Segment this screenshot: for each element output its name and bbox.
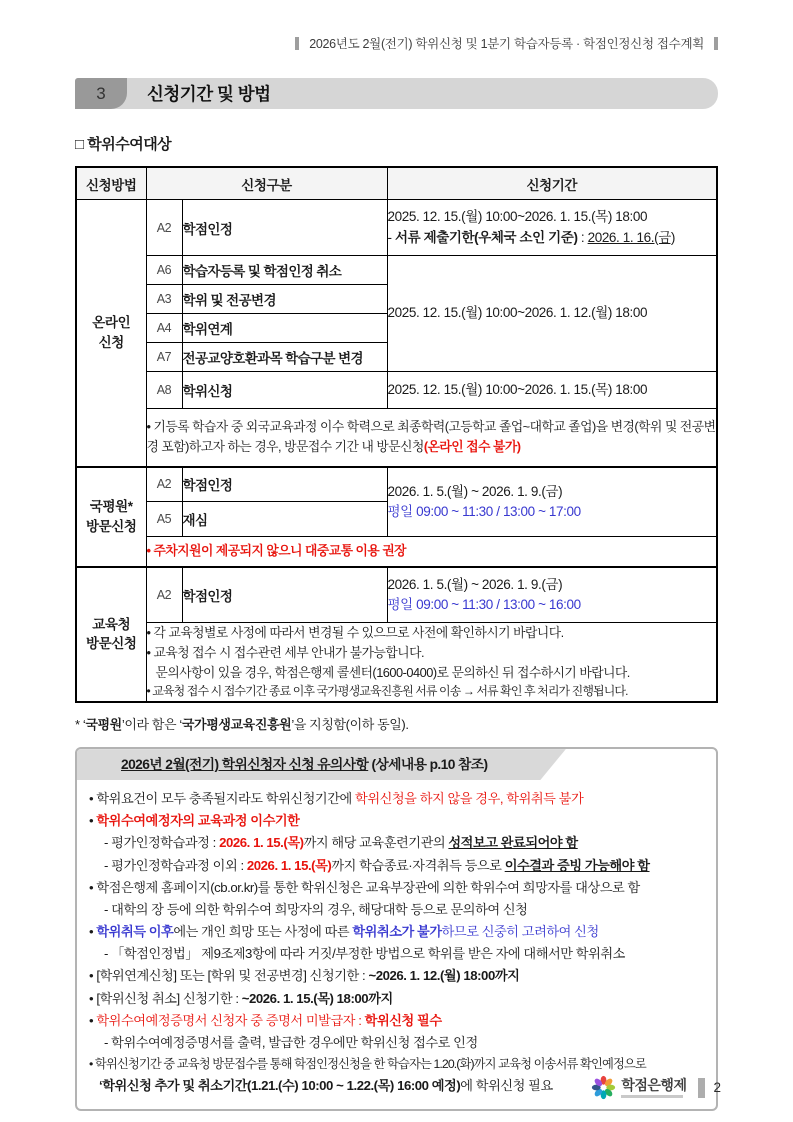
notice-line: • 학위신청기간 중 교육청 방문접수를 통해 학점인정신청을 한 학습자는 1.20.(화)까지 교육청 이송서류 확인예정으로 — [89, 1057, 646, 1072]
running-head-title: 2026년도 2월(전기) 학위신청 및 1분기 학습자등록 · 학점인정신청 접수계획 — [309, 37, 704, 51]
table-note-row — [76, 409, 717, 467]
notice-line: - 대학의 장 등에 의한 학위수여 희망자의 경우, 해당대학 등으로 문의하여 신청 — [104, 901, 528, 917]
name-cell: 재심 — [182, 502, 387, 537]
notice-line: • 학위수여예정자의 교육과정 이수기한 — [89, 813, 300, 829]
name-cell: 학점인정 — [182, 200, 387, 256]
table-row — [76, 567, 717, 623]
table-row — [76, 256, 717, 285]
application-period-table — [75, 166, 718, 703]
method-cell-nile: 국평원* 방문신청 — [76, 467, 146, 567]
notice-line: - 학위수여예정증명서를 출력, 발급한 경우에만 학위신청 접수로 인정 — [104, 1034, 478, 1050]
running-head — [75, 34, 718, 52]
code-cell: A5 — [146, 502, 182, 537]
notice-body — [77, 780, 716, 1099]
page-number-bar-icon — [698, 1078, 705, 1098]
code-cell: A2 — [146, 467, 182, 502]
name-cell: 학위신청 — [182, 372, 387, 409]
table-note-row — [76, 623, 717, 703]
code-cell: A2 — [146, 567, 182, 623]
credit-bank-logo — [591, 1075, 686, 1100]
notice-title-bar — [77, 749, 716, 780]
table-row — [76, 372, 717, 409]
table-row — [76, 200, 717, 256]
code-cell: A6 — [146, 256, 182, 285]
code-cell: A3 — [146, 285, 182, 314]
code-cell: A8 — [146, 372, 182, 409]
page-footer — [591, 1075, 721, 1100]
notice-line: • 학위수여예정증명서 신청자 중 증명서 미발급자 : 학위신청 필수 — [89, 1012, 442, 1028]
period-cell: 2026. 1. 5.(월) ~ 2026. 1. 9.(금) 평일 09:00 ~ 11:30 / 13:00 ~ 16:00 — [387, 567, 717, 623]
edu-note-line: 문의사항이 있을 경우, 학점은행제 콜센터(1600-0400)로 문의하신 뒤 접수하시기 바랍니다. — [155, 664, 630, 680]
section-title: 신청기간 및 방법 — [147, 84, 271, 104]
col-header-period: 신청기간 — [387, 167, 717, 200]
period-cell: 2025. 12. 15.(월) 10:00~2026. 1. 15.(목) 18:00 — [387, 372, 717, 409]
logo-tagline — [621, 1095, 683, 1098]
code-cell: A4 — [146, 314, 182, 343]
table-header-row — [76, 167, 717, 200]
notice-line: • [학위신청 취소] 신청기한 : ~2026. 1. 15.(목) 18:00까지 — [89, 990, 393, 1006]
name-cell: 학위 및 전공변경 — [182, 285, 387, 314]
notice-title: 2026년 2월(전기) 학위신청자 신청 유의사항 (상세내용 p.10 참조) — [121, 757, 488, 773]
notice-line: ‘학위신청 추가 및 취소기간(1.21.(수) 10:00 ~ 1.22.(목) 16:00 예정)에 학위신청 필요 — [99, 1077, 553, 1093]
name-cell: 학점인정 — [182, 567, 387, 623]
code-cell: A7 — [146, 343, 182, 372]
logo-text: 학점은행제 — [621, 1076, 687, 1093]
notice-line: - 평가인정학습과정 이외 : 2026. 1. 15.(목)까지 학습종료·자격취득 등으로 이수결과 증빙 가능해야 함 — [104, 857, 650, 873]
nile-note: • 주차지원이 제공되지 않으니 대중교통 이용 권장 — [146, 537, 717, 567]
table-row — [76, 467, 717, 502]
edu-note-line: • 교육청 접수 시 접수관련 세부 안내가 불가능합니다. — [146, 644, 425, 660]
method-cell-edu: 교육청 방문신청 — [76, 567, 146, 703]
page-number: 2 — [713, 1080, 721, 1095]
logo-text-column — [621, 1078, 686, 1098]
notice-box — [75, 747, 718, 1111]
name-cell: 학습자등록 및 학점인정 취소 — [182, 256, 387, 285]
edu-note-line: • 교육청 접수 시 접수기간 종료 이후 국가평생교육진흥원 서류 이송 → 서류 확인 후 처리가 진행됩니다. — [146, 684, 628, 699]
table-note-row — [76, 537, 717, 567]
pinwheel-logo-icon — [591, 1075, 616, 1100]
name-cell: 학위연계 — [182, 314, 387, 343]
subsection-title: □ 학위수여대상 — [75, 136, 172, 153]
name-cell: 학점인정 — [182, 467, 387, 502]
notice-line: • 학위취득 이후에는 개인 희망 또는 사정에 따른 학위취소가 불가하므로 신중히 고려하여 신청 — [89, 924, 599, 940]
col-header-method: 신청방법 — [76, 167, 146, 200]
table-footnote: * ‘국평원’이라 함은 ‘국가평생교육진흥원’을 지칭함(이하 동일). — [75, 717, 409, 733]
notice-line: - 평가인정학습과정 : 2026. 1. 15.(목)까지 해당 교육훈련기관의 성적보고 완료되어야 함 — [104, 835, 578, 851]
name-cell: 전공교양호환과목 학습구분 변경 — [182, 343, 387, 372]
notice-line: • 학점은행제 홈페이지(cb.or.kr)를 통한 학위신청은 교육부장관에 의한 학위수여 희망자를 대상으로 함 — [89, 879, 640, 895]
period-cell: 2026. 1. 5.(월) ~ 2026. 1. 9.(금) 평일 09:00 ~ 11:30 / 13:00 ~ 17:00 — [387, 467, 717, 537]
head-right-bar-icon — [714, 37, 718, 50]
method-cell-online: 온라인 신청 — [76, 200, 146, 467]
head-left-bar-icon — [295, 37, 299, 50]
notice-line: - 「학점인정법」 제9조제3항에 따라 거짓/부정한 방법으로 학위를 받은 자에 대해서만 학위취소 — [104, 946, 625, 962]
edu-notes — [146, 623, 717, 703]
notice-line: • [학위연계신청] 또는 [학위 및 전공변경] 신청기한 : ~2026. 1. 12.(월) 18:00까지 — [89, 968, 520, 984]
section-number-badge: 3 — [75, 78, 127, 109]
col-header-type: 신청구분 — [146, 167, 387, 200]
period-cell: 2025. 12. 15.(월) 10:00~2026. 1. 12.(월) 18:00 — [387, 256, 717, 372]
section-header-bar — [75, 78, 718, 109]
notice-line: • 학위요건이 모두 충족될지라도 학위신청기간에 학위신청을 하지 않을 경우, 학위취득 불가 — [89, 791, 584, 807]
edu-note-line: • 각 교육청별로 사정에 따라서 변경될 수 있으므로 사전에 확인하시기 바랍니다. — [146, 625, 564, 640]
period-cell: 2025. 12. 15.(월) 10:00~2026. 1. 15.(목) 18:00 - 서류 제출기한(우체국 소인 기준) : 2026. 1. 16.(금) — [387, 200, 717, 256]
online-note: • 기등록 학습자 중 외국교육과정 이수 학력으로 최종학력(고등학교 졸업~대학교 졸업)을 변경(학위 및 전공변경 포함)하고자 하는 경우, 방문접수 기간 내 방문신청(온라인 접수 불가) — [146, 409, 717, 467]
code-cell: A2 — [146, 200, 182, 256]
